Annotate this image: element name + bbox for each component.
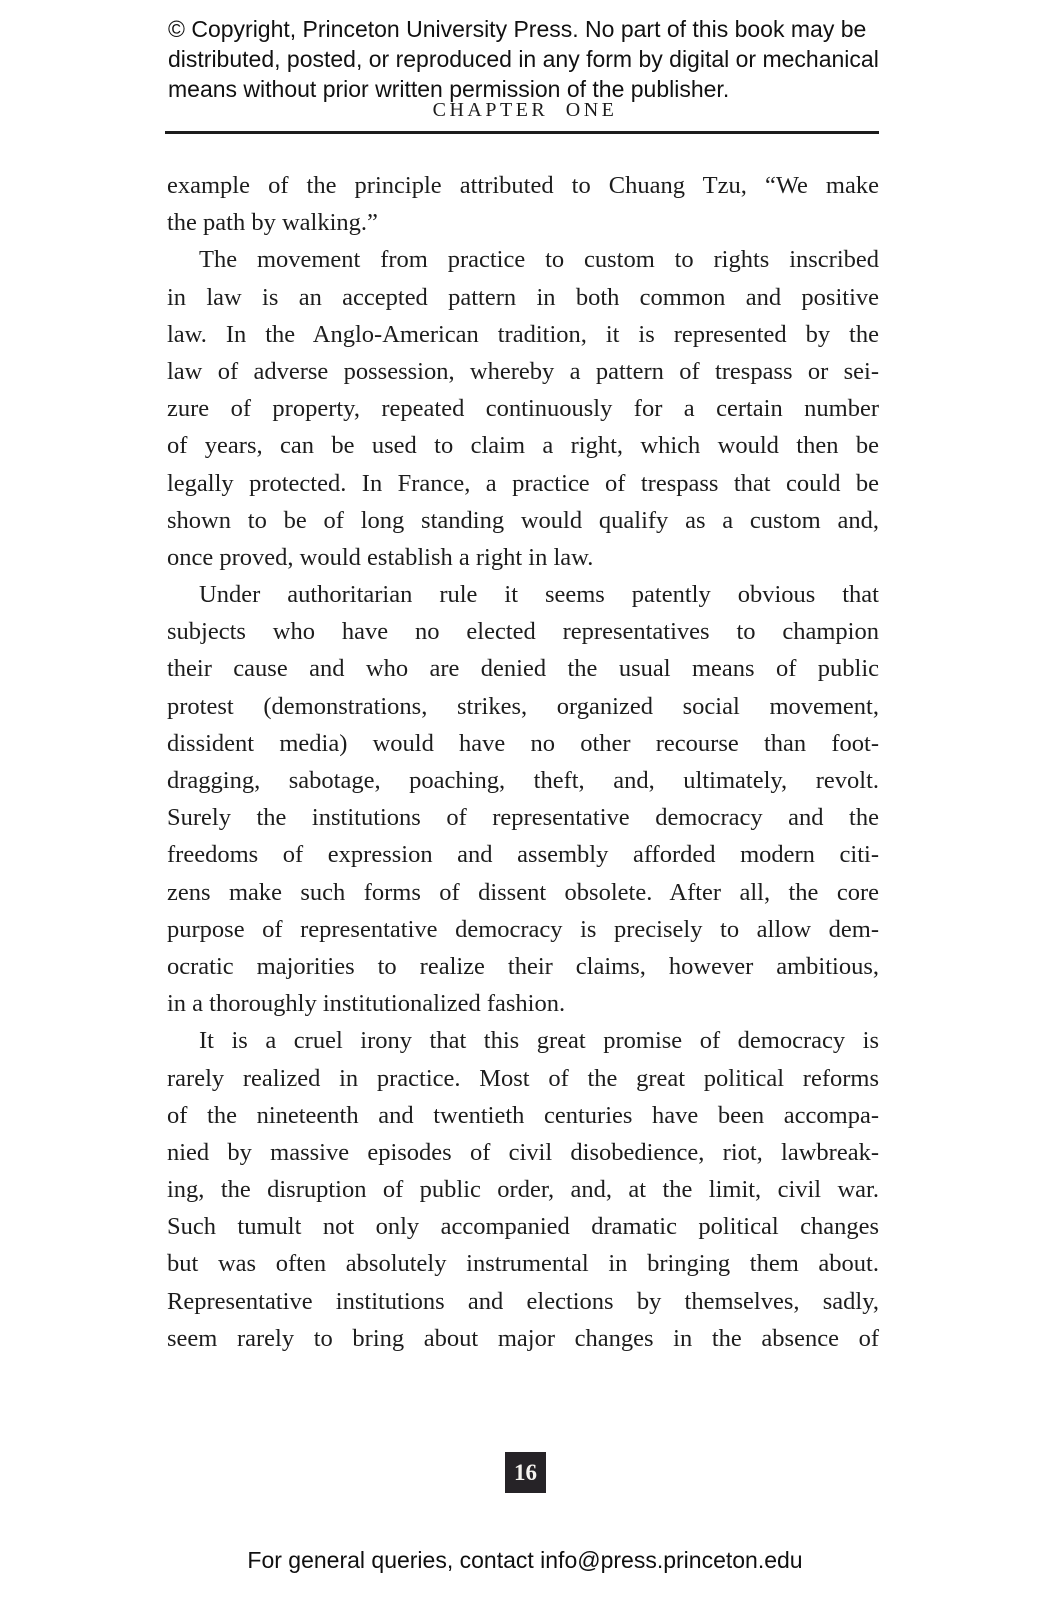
body-line: of the nineteenth and twentieth centuries have been accompa- [167,1101,879,1129]
body-text [167,167,879,1357]
body-line: in a thoroughly institutionalized fashion. [167,990,566,1018]
body-line: purpose of representative democracy is precisely to allow dem- [167,915,879,943]
body-line: zure of property, repeated continuously for a certain number [167,395,879,423]
body-line: freedoms of expression and assembly afforded modern citi- [167,841,879,869]
body-line: the path by walking.” [167,209,378,237]
body-line: Such tumult not only accompanied dramatic political changes [167,1213,879,1241]
body-line: protest (demonstrations, strikes, organized social movement, [167,692,879,720]
body-line: of years, can be used to claim a right, which would then be [167,432,879,460]
body-line: Surely the institutions of representative democracy and the [167,804,879,832]
footer-contact-text: For general queries, contact info@press.princeton.edu [247,1547,803,1573]
page-number: 16 [514,1459,537,1485]
body-line: but was often absolutely instrumental in bringing them about. [167,1250,879,1278]
body-line: zens make such forms of dissent obsolete. After all, the core [167,878,879,906]
copyright-notice [168,14,968,104]
body-line: example of the principle attributed to Chuang Tzu, “We make [167,172,879,199]
chapter-heading: CHAPTER ONE [432,99,618,121]
text-line: distributed, posted, or reproduced in any form by digital or mechanical [168,46,879,72]
body-line: law of adverse possession, whereby a pattern of trespass or sei- [167,357,879,385]
body-line: their cause and who are denied the usual means of public [167,655,879,683]
body-line: It is a cruel irony that this great promise of democracy is [199,1027,879,1055]
body-line: dissident media) would have no other recourse than foot- [167,729,879,757]
body-line: The movement from practice to custom to rights inscribed [199,246,879,274]
text-line: © Copyright, Princeton University Press. No part of this book may be [168,16,867,42]
page-number-badge [505,1452,546,1493]
body-line: seem rarely to bring about major changes in the absence of [167,1324,879,1352]
body-line: nied by massive episodes of civil disobedience, riot, lawbreak- [167,1138,879,1166]
text-line: means without prior written permission of the publisher. [168,76,730,102]
body-line: once proved, would establish a right in law. [167,543,594,571]
chapter-rule-divider [165,131,879,134]
body-line: legally protected. In France, a practice of trespass that could be [167,469,879,497]
body-line: in law is an accepted pattern in both common and positive [167,283,879,311]
body-line: law. In the Anglo-American tradition, it is represented by the [167,320,879,348]
body-line: subjects who have no elected representatives to champion [167,618,879,646]
body-line: Representative institutions and elections by themselves, sadly, [167,1287,879,1315]
body-line: ing, the disruption of public order, and, at the limit, civil war. [167,1176,879,1204]
body-line: dragging, sabotage, poaching, theft, and, ultimately, revolt. [167,767,879,794]
body-line: shown to be of long standing would qualify as a custom and, [167,506,879,534]
body-line: ocratic majorities to realize their claims, however ambitious, [167,952,879,980]
body-line: rarely realized in practice. Most of the great political reforms [167,1064,879,1092]
body-line: Under authoritarian rule it seems patently obvious that [199,581,879,609]
